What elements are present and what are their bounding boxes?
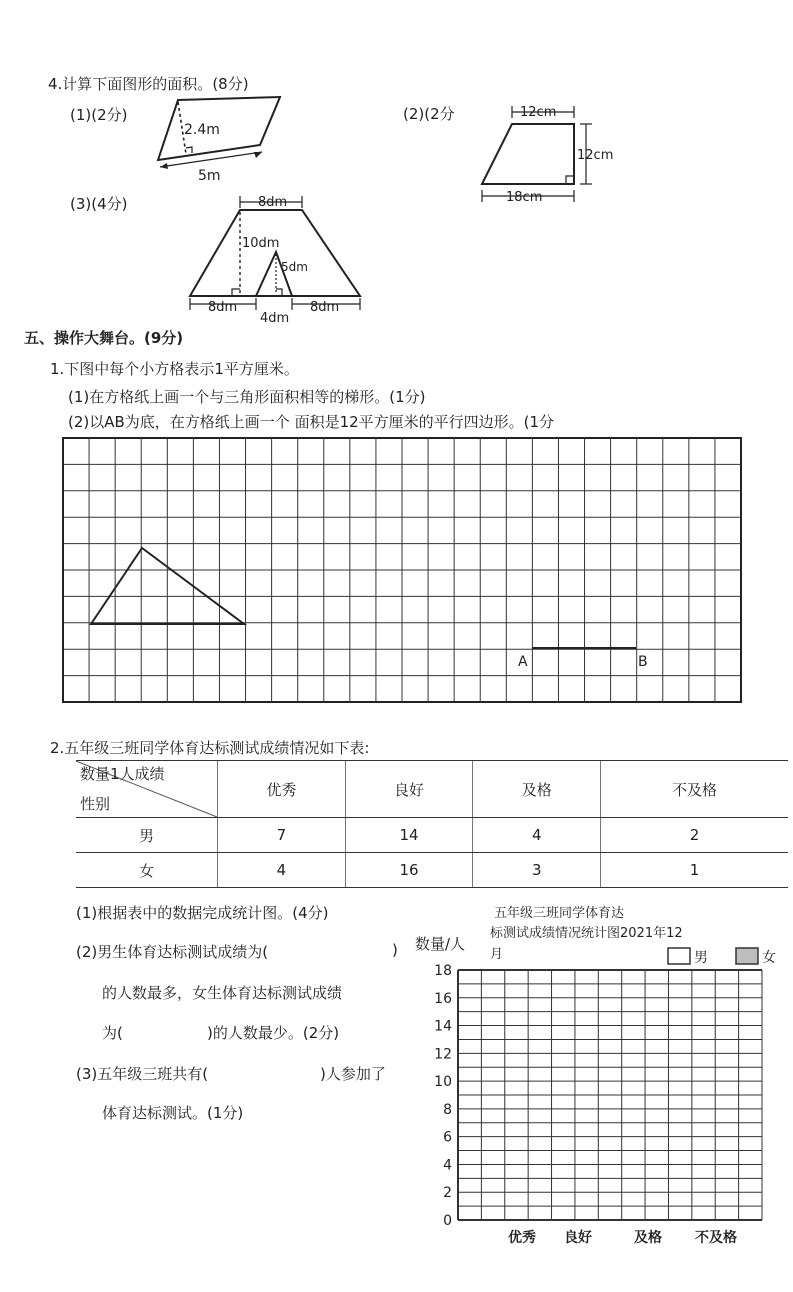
s5-q2-sub1: (1)根据表中的数据完成统计图。(4分): [76, 904, 329, 922]
section5-title: 五、操作大舞台。(9分): [24, 329, 184, 347]
header-fail: 不及格: [601, 761, 788, 818]
x-category-label: 良好: [564, 1230, 592, 1246]
trapezoid-height-label: 12cm: [577, 148, 614, 163]
y-tick-label: 12: [434, 1046, 452, 1063]
y-tick-label: 4: [443, 1157, 452, 1174]
corner-top-label: 数量1人成绩: [80, 765, 165, 783]
s5-q2-sub2-a-end: ): [392, 941, 398, 959]
table-cell: 1: [601, 853, 788, 888]
y-tick-label: 8: [443, 1101, 452, 1118]
s5-q2-sub2-c: 为(: [102, 1024, 123, 1042]
x-category-label: 优秀: [508, 1230, 536, 1246]
table-cell: 4: [473, 818, 601, 853]
parallelogram-height-label: 2.4m: [184, 122, 220, 138]
chart-title: 五年级三班同学体育达: [494, 906, 625, 921]
header-good: 良好: [345, 761, 473, 818]
legend-boys-label: 男: [694, 950, 708, 966]
table-cell: 16: [345, 853, 473, 888]
bar-chart[interactable]: [420, 945, 776, 1250]
q4-part2-label: (2)(2分: [403, 105, 455, 123]
chart-title-line2: 标测试成绩情况统计图2021年12: [490, 926, 683, 941]
table-cell: 7: [218, 818, 346, 853]
row-label-boys: 男: [76, 818, 218, 853]
composite-right-label: 8dm: [310, 300, 340, 315]
s5-q2-sub2-c-end: )的人数最少。(2分): [207, 1024, 340, 1042]
legend-girls-label: 女: [762, 950, 776, 966]
composite-left-label: 8dm: [208, 300, 238, 315]
q4-part3-label: (3)(4分): [70, 195, 128, 213]
table-cell: 3: [473, 853, 601, 888]
table-row: [76, 853, 788, 888]
y-tick-label: 10: [434, 1074, 452, 1091]
composite-top-label: 8dm: [258, 195, 288, 210]
s5-q2-sub3-a: (3)五年级三班共有(: [76, 1065, 209, 1083]
composite-middle-label: 4dm: [260, 311, 290, 326]
x-category-label: 不及格: [695, 1230, 737, 1246]
table-cell: 4: [218, 853, 346, 888]
legend-boys-swatch: [668, 948, 690, 964]
q4-part1-label: (1)(2分): [70, 106, 128, 124]
s5-q1-title: 1.下图中每个小方格表示1平方厘米。: [50, 360, 299, 378]
s5-q1-sub1: (1)在方格纸上画一个与三角形面积相等的梯形。(1分): [68, 388, 426, 406]
s5-q2-sub3-b: 体育达标测试。(1分): [102, 1104, 244, 1122]
s5-q2-title: 2.五年级三班同学体育达标测试成绩情况如下表:: [50, 739, 370, 757]
s5-q2-sub3-a-end: )人参加了: [320, 1065, 386, 1083]
grid-paper[interactable]: [62, 436, 744, 706]
composite-height-label: 10dm: [242, 236, 280, 251]
chart-y-axis-label: 数量/人: [415, 935, 466, 953]
point-b-label: B: [638, 654, 648, 670]
s5-q2-sub2-a: (2)男生体育达标测试成绩为(: [76, 943, 269, 961]
q4-title: 4.计算下面图形的面积。(8分): [48, 75, 249, 93]
right-trapezoid-figure: [476, 96, 626, 210]
parallelogram-figure: [150, 92, 290, 182]
s5-q1-sub2: (2)以AB为底，在方格纸上画一个 面积是12平方厘米的平行四边形。(1分: [68, 413, 555, 431]
header-pass: 及格: [473, 761, 601, 818]
composite-triangle-side-label: 5dm: [281, 260, 308, 274]
trapezoid-top-label: 12cm: [520, 105, 557, 120]
composite-trapezoid-figure: [182, 190, 372, 330]
y-tick-label: 6: [443, 1129, 452, 1146]
trapezoid-bottom-label: 18cm: [506, 190, 543, 205]
header-excellent: 优秀: [218, 761, 346, 818]
y-tick-label: 18: [434, 963, 452, 979]
corner-bottom-label: 性别: [80, 795, 111, 813]
chart-title-line3: 月: [490, 947, 504, 962]
x-category-label: 及格: [634, 1230, 662, 1246]
y-tick-label: 0: [443, 1213, 452, 1229]
table-cell: 2: [601, 818, 788, 853]
table-row: [76, 818, 788, 853]
parallelogram-base-label: 5m: [198, 168, 221, 184]
point-a-label: A: [518, 654, 528, 670]
y-tick-label: 14: [434, 1018, 452, 1035]
table-corner-cell: [76, 761, 218, 818]
row-label-girls: 女: [76, 853, 218, 888]
y-tick-label: 16: [434, 990, 452, 1007]
legend-girls-swatch: [736, 948, 758, 964]
table-cell: 14: [345, 818, 473, 853]
score-table: [76, 760, 788, 888]
y-tick-label: 2: [443, 1185, 452, 1202]
s5-q2-sub2-b: 的人数最多，女生体育达标测试成绩: [102, 984, 343, 1002]
